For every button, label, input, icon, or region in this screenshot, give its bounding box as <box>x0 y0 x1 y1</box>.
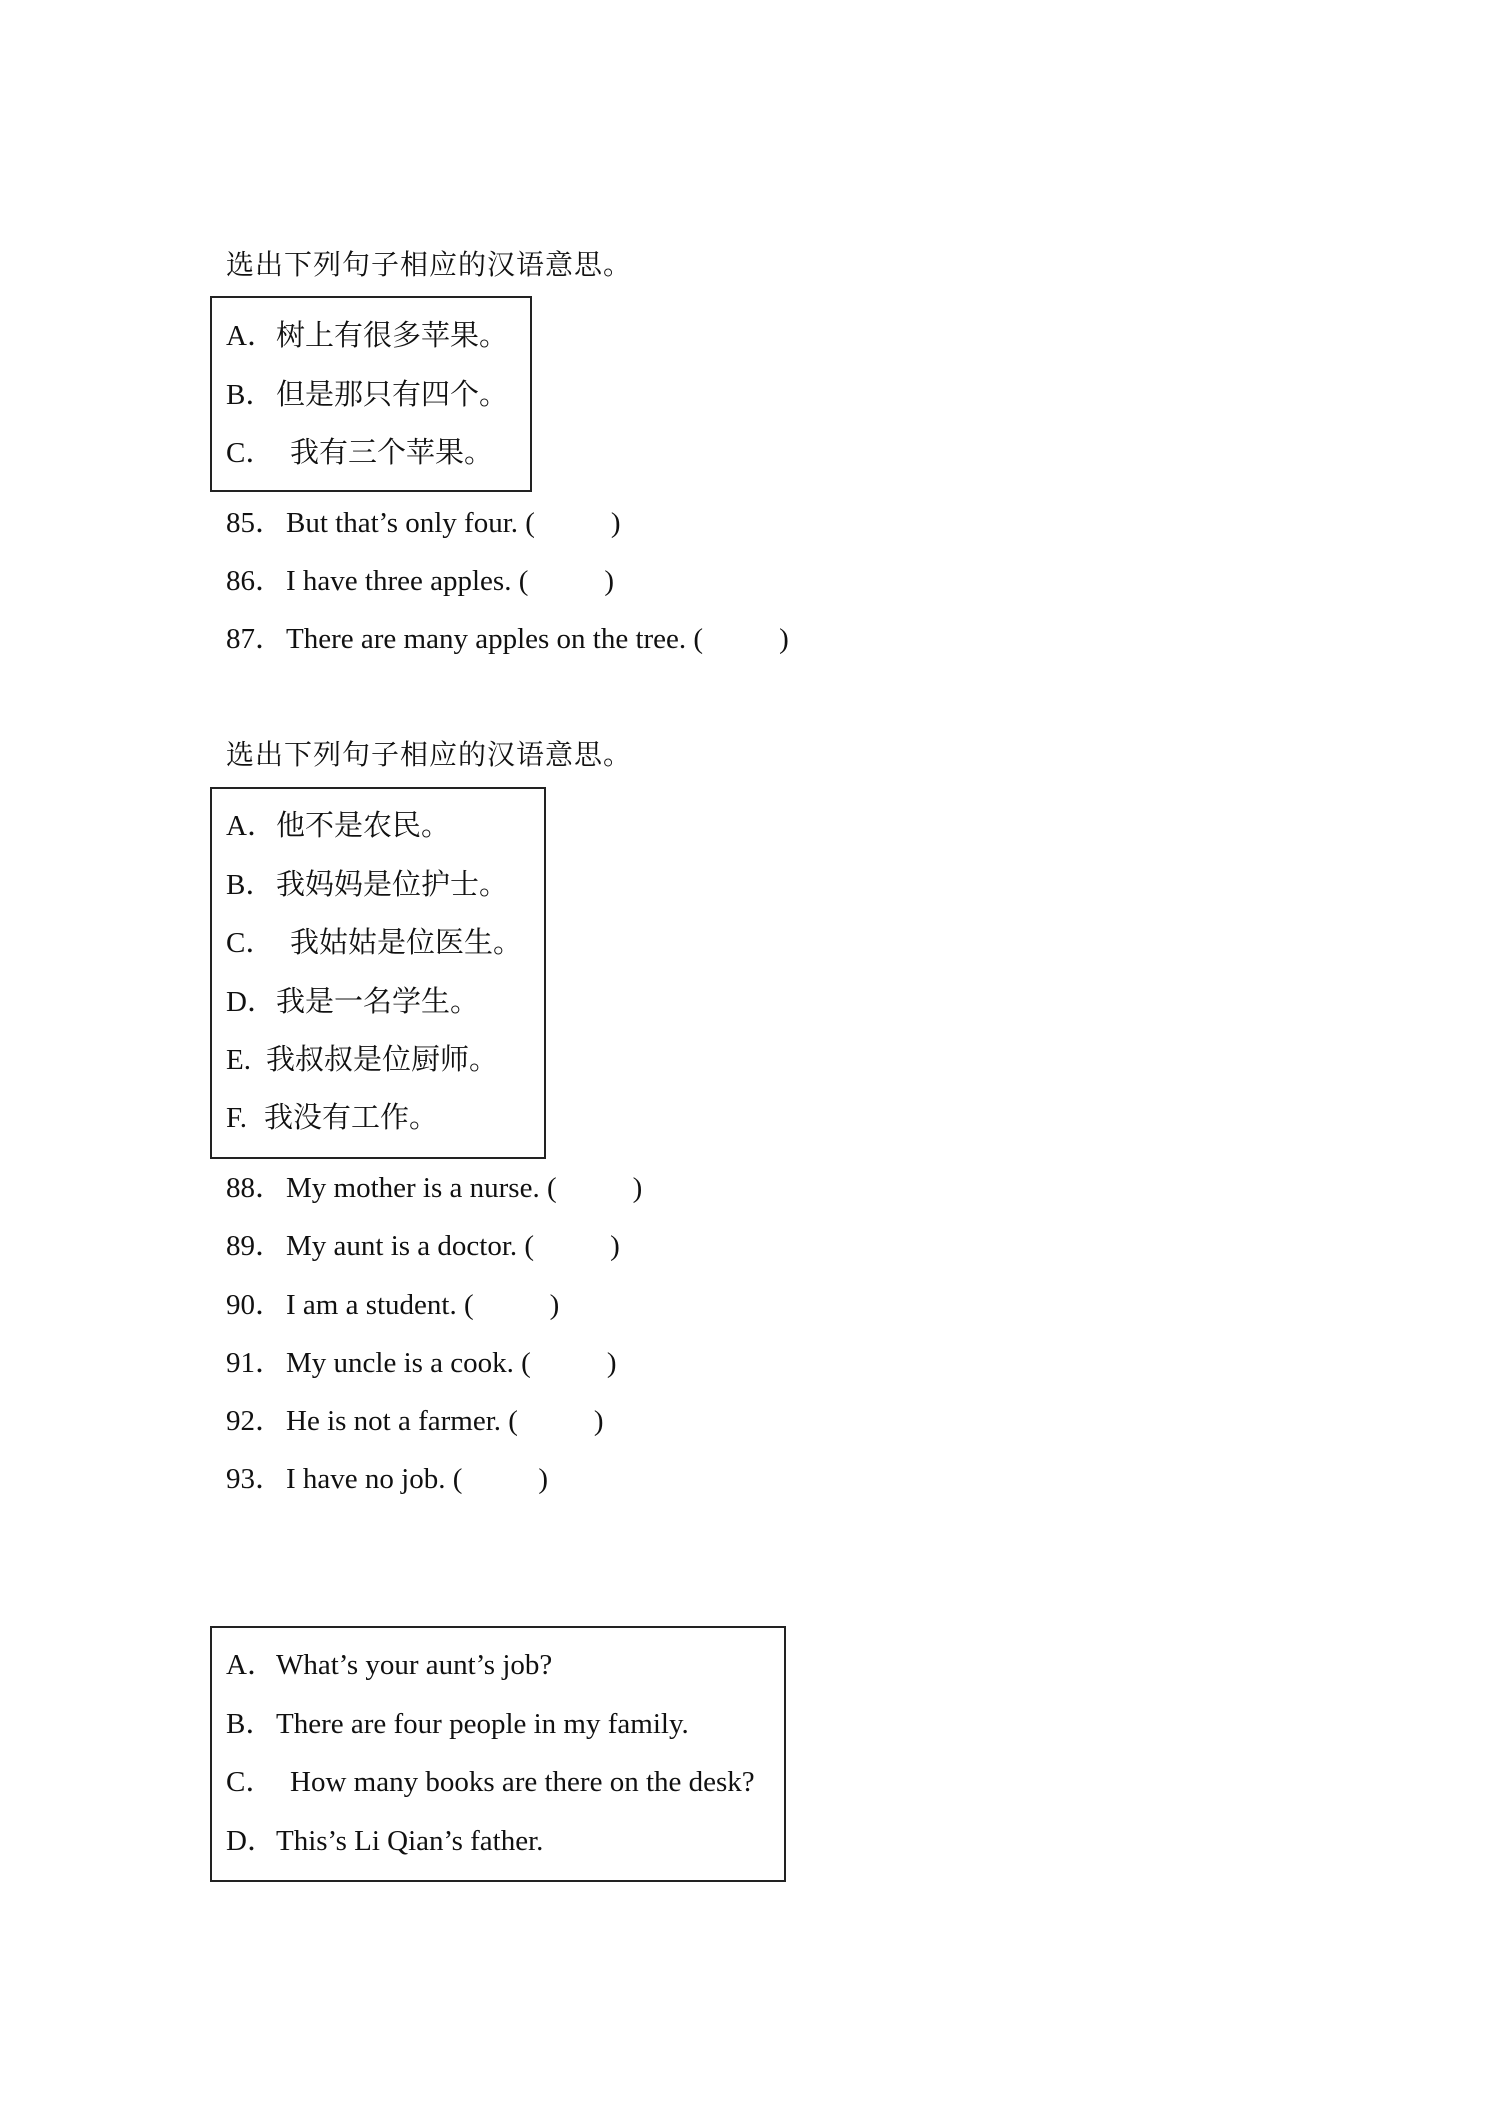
question-92 <box>226 1401 604 1441</box>
option-text: 我没有工作。 <box>264 1102 439 1134</box>
option-text: What’s your aunt’s job? <box>276 1649 553 1681</box>
question-93 <box>226 1459 548 1499</box>
option-text: This’s Li Qian’s father. <box>276 1825 544 1857</box>
question-85 <box>226 503 621 543</box>
question-number: 86． <box>226 565 285 597</box>
section3-option-d <box>226 1821 543 1861</box>
question-close-paren: ) <box>610 1230 620 1262</box>
option-text: 我妈妈是位护士。 <box>276 869 509 901</box>
option-text: 我叔叔是位厨师。 <box>266 1044 499 1076</box>
option-label: C． <box>226 437 275 469</box>
option-label: F. <box>226 1102 248 1134</box>
option-text: 我有三个苹果。 <box>290 437 494 469</box>
option-label: B． <box>226 1708 275 1740</box>
option-label: A． <box>226 810 276 842</box>
option-label: A． <box>226 1649 276 1681</box>
question-text: My uncle is a cook. ( <box>286 1347 531 1379</box>
question-text: But that’s only four. ( <box>286 507 535 539</box>
question-number: 91． <box>226 1347 285 1379</box>
section2-option-c <box>226 923 522 963</box>
question-90 <box>226 1285 559 1325</box>
question-close-paren: ) <box>610 507 621 539</box>
question-89 <box>226 1226 620 1266</box>
section2-option-a <box>226 806 450 846</box>
question-text: There are many apples on the tree. ( <box>286 623 704 655</box>
question-text: I have no job. ( <box>286 1463 463 1495</box>
section3-option-a <box>226 1645 552 1685</box>
section3-option-b <box>226 1704 689 1744</box>
option-label: E. <box>226 1044 251 1076</box>
section2-option-e <box>226 1040 498 1080</box>
option-text: 树上有很多苹果。 <box>276 320 509 352</box>
question-86 <box>226 561 614 601</box>
question-text: My aunt is a doctor. ( <box>286 1230 535 1262</box>
question-close-paren: ) <box>538 1463 549 1495</box>
option-text: 但是那只有四个。 <box>276 379 509 411</box>
question-number: 89． <box>226 1230 285 1262</box>
question-number: 85． <box>226 507 285 539</box>
section1-option-b <box>226 375 508 415</box>
option-label: B． <box>226 869 275 901</box>
option-text: 他不是农民。 <box>276 810 451 842</box>
question-close-paren: ) <box>549 1289 560 1321</box>
option-label: B． <box>226 379 275 411</box>
section3-option-c <box>226 1762 755 1802</box>
section1-option-c <box>226 433 493 473</box>
question-number: 93． <box>226 1463 285 1495</box>
question-number: 88． <box>226 1172 285 1204</box>
section2-option-d <box>226 982 479 1022</box>
question-close-paren: ) <box>779 623 789 655</box>
question-close-paren: ) <box>632 1172 643 1204</box>
question-close-paren: ) <box>606 1347 617 1379</box>
question-close-paren: ) <box>604 565 615 597</box>
option-text: How many books are there on the desk? <box>290 1766 755 1798</box>
question-close-paren: ) <box>593 1405 604 1437</box>
question-87 <box>226 619 789 659</box>
section1-instruction: 选出下列句子相应的汉语意思。 <box>226 248 633 281</box>
question-text: He is not a farmer. ( <box>286 1405 518 1437</box>
option-label: D． <box>226 1825 276 1857</box>
option-label: C． <box>226 927 275 959</box>
option-label: A． <box>226 320 276 352</box>
option-label: D． <box>226 986 276 1018</box>
section2-instruction: 选出下列句子相应的汉语意思。 <box>226 738 633 771</box>
option-text: 我姑姑是位医生。 <box>290 927 523 959</box>
option-text: There are four people in my family. <box>276 1708 689 1740</box>
question-number: 92． <box>226 1405 285 1437</box>
section2-option-f <box>226 1098 438 1138</box>
question-text: My mother is a nurse. ( <box>286 1172 557 1204</box>
question-91 <box>226 1343 617 1383</box>
option-label: C． <box>226 1766 275 1798</box>
question-number: 87． <box>226 623 285 655</box>
question-text: I have three apples. ( <box>286 565 529 597</box>
question-88 <box>226 1168 642 1208</box>
option-text: 我是一名学生。 <box>276 986 480 1018</box>
question-number: 90． <box>226 1289 285 1321</box>
question-text: I am a student. ( <box>286 1289 474 1321</box>
section1-option-a <box>226 316 508 356</box>
section2-option-b <box>226 865 508 905</box>
